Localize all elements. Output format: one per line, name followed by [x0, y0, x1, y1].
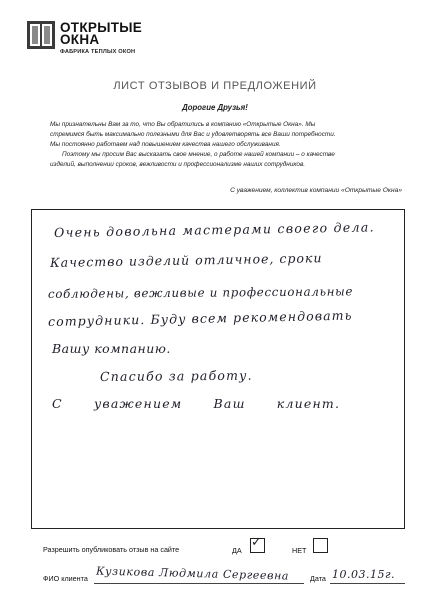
- consent-no-label: НЕТ: [292, 546, 307, 555]
- feedback-line: Качество изделий отличное, сроки: [49, 250, 323, 270]
- client-name-label: ФИО клиента: [43, 574, 88, 583]
- company-logo: [26, 20, 186, 64]
- intro-line: стремимся быть максимально полезными для Вас и удовлетворять все Ваши потребности.: [50, 131, 336, 138]
- brand-name-line1: ОТКРЫТЫЕ: [60, 20, 143, 35]
- brand-name: [60, 22, 142, 46]
- consent-yes-label: ДА: [232, 546, 242, 555]
- intro-text: [50, 120, 400, 170]
- date-value: 10.03.15г.: [332, 568, 396, 581]
- feedback-line: Спасибо за работу.: [99, 367, 253, 384]
- client-name-field[interactable]: [94, 583, 304, 584]
- form-signoff: С уважением, коллектив компании «Открытые Окна»: [230, 187, 402, 194]
- client-name-value: Кузикова Людмила Сергеевна: [95, 564, 290, 583]
- form-title: ЛИСТ ОТЗЫВОВ И ПРЕДЛОЖЕНИЙ: [113, 80, 317, 92]
- intro-line: изделий, выполнении сроков, вежливости и профессионализме наших сотрудников.: [50, 161, 306, 168]
- feedback-line: С уважением Ваш клиент.: [52, 396, 341, 411]
- feedback-line: соблюдены, вежливые и профессиональные: [47, 284, 354, 301]
- intro-line: Мы постоянно работаем над повышением качества нашего обслуживания.: [50, 141, 281, 148]
- window-logo-icon: [26, 20, 56, 50]
- form-greeting: Дорогие Друзья!: [182, 103, 248, 112]
- brand-name-line2: ОКНА: [60, 32, 100, 47]
- handwritten-feedback: [32, 210, 404, 528]
- check-mark-icon: ✓: [251, 535, 262, 550]
- feedback-line: Очень довольна мастерами своего дела.: [53, 219, 375, 240]
- publish-consent-label: Разрешить опубликовать отзыв на сайте: [43, 545, 180, 554]
- intro-line: Поэтому мы просим Вас высказать свое мнение, о работе нашей компании – о качестве: [62, 151, 335, 158]
- feedback-line: сотрудники. Буду всем рекомендовать: [47, 307, 353, 329]
- intro-line: Мы признательны Вам за то, что Вы обратились в компанию «Открытые Окна». Мы: [50, 121, 316, 128]
- date-field[interactable]: [330, 583, 405, 584]
- feedback-line: Вашу компанию.: [52, 341, 171, 356]
- feedback-box[interactable]: [31, 209, 405, 529]
- brand-tagline: ФАБРИКА ТЕПЛЫХ ОКОН: [60, 49, 136, 55]
- date-label: Дата: [310, 574, 326, 583]
- consent-no-checkbox[interactable]: [313, 538, 328, 553]
